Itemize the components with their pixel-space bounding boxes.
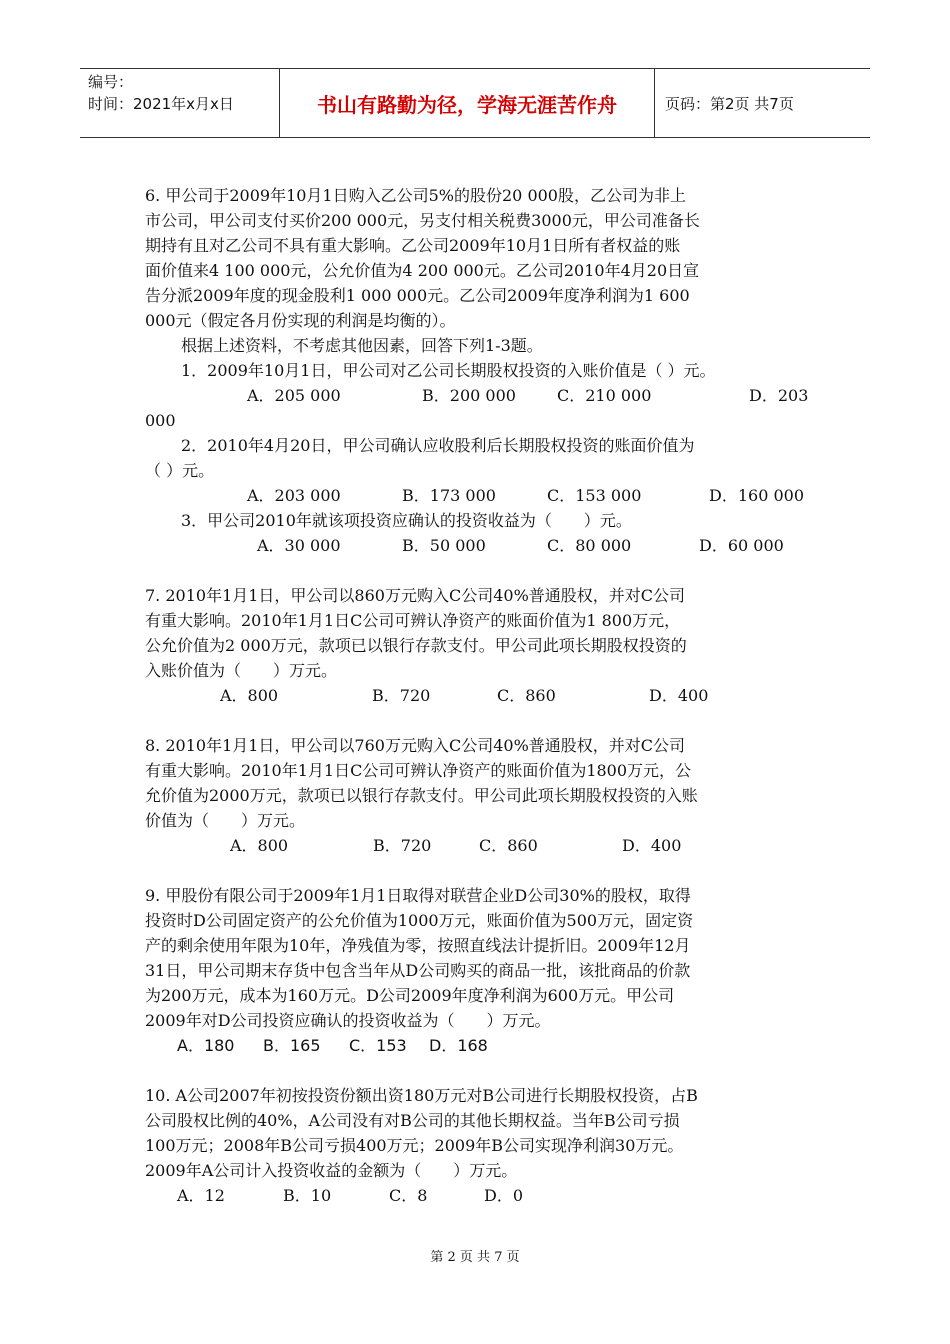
option-b: B．720 [372,686,431,705]
question-6-line: 市公司，甲公司支付买价200 000元，另支付相关税费3000元，甲公司准备长 [145,211,700,230]
question-9-line: 31日，甲公司期末存货中包含当年从D公司购买的商品一批，该批商品的价款 [145,961,691,980]
option-d: D．168 [429,1036,488,1055]
question-7-line: 公允价值为2 000万元，款项已以银行存款支付。甲公司此项长期股权投资的 [145,636,687,655]
option-a: A．180 [177,1036,235,1055]
option-a: A．30 000 [257,536,341,555]
option-b: B．200 000 [422,386,516,405]
question-10-line: 10. A公司2007年初按投资份额出资180万元对B公司进行长期股权投资，占B [145,1086,698,1105]
question-6-line: 000元（假定各月份实现的利润是均衡的）。 [145,311,456,330]
question-7-line: 7. 2010年1月1日，甲公司以860万元购入C公司40%普通股权，并对C公司 [145,586,686,605]
question-7 [145,583,815,708]
option-a: A．12 [177,1186,225,1205]
question-8-line: 价值为（ ）万元。 [145,811,306,830]
sub-question-2-continued: （ ）元。 [145,461,215,480]
question-8-options [145,833,815,858]
header-meta [80,69,280,137]
sub-question-1-option-continued: 000 [145,411,176,430]
question-6-line: 告分派2009年度的现金股利1 000 000元。乙公司2009年度净利润为1 600 [145,286,690,305]
document-body [145,183,815,1233]
question-6 [145,183,815,558]
question-7-line: 有重大影响。2010年1月1日C公司可辨认净资产的账面价值为1 800万元， [145,611,681,630]
question-8-line: 8. 2010年1月1日，甲公司以760万元购入C公司40%普通股权，并对C公司 [145,736,686,755]
question-6-line: 期持有且对乙公司不具有重大影响。乙公司2009年10月1日所有者权益的账 [145,236,681,255]
question-6-line: 6. 甲公司于2009年10月1日购入乙公司5%的股份20 000股，乙公司为非上 [145,186,686,205]
question-9-line: 9. 甲股份有限公司于2009年1月1日取得对联营企业D公司30%的股权，取得 [145,886,691,905]
sub-question-1: 1．2009年10月1日，甲公司对乙公司长期股权投资的入账价值是（ ）元。 [181,361,716,380]
page-footer: 第 2 页 共 7 页 [430,1250,520,1265]
question-10 [145,1083,815,1208]
question-10-line: 公司股权比例的40%，A公司没有对B公司的其他长期权益。当年B公司亏损 [145,1111,680,1130]
header-motto: 书山有路勤为径，学海无涯苦作舟 [280,69,655,137]
question-9-line: 2009年对D公司投资应确认的投资收益为（ ）万元。 [145,1011,551,1030]
question-9 [145,883,815,1058]
option-d: D．160 000 [709,486,804,505]
question-7-options [145,683,815,708]
option-b: B．173 000 [402,486,496,505]
question-7-line: 入账价值为（ ）万元。 [145,661,338,680]
option-b: B．50 000 [402,536,486,555]
question-10-options [145,1183,815,1208]
question-6-instruction: 根据上述资料，不考虑其他因素，回答下列1-3题。 [181,336,543,355]
option-c: C．860 [497,686,556,705]
question-10-line: 100万元；2008年B公司亏损400万元；2009年B公司实现净利润30万元。 [145,1136,684,1155]
option-d: D．0 [484,1186,524,1205]
question-8 [145,733,815,858]
option-c: C．153 [349,1036,407,1055]
option-c: C．210 000 [557,386,652,405]
option-d: D．203 [749,386,809,405]
option-c: C．8 [389,1186,428,1205]
option-d: D．400 [622,836,682,855]
page-header [80,68,870,138]
sub-question-2: 2．2010年4月20日，甲公司确认应收股利后长期股权投资的账面价值为 [181,436,695,455]
question-9-options [145,1033,815,1058]
option-b: B．165 [263,1036,321,1055]
sub-question-3: 3．甲公司2010年就该项投资应确认的投资收益为（ ）元。 [181,511,632,530]
question-6-line: 面价值来4 100 000元，公允价值为4 200 000元。乙公司2010年4月20日宣 [145,261,700,280]
question-9-line: 产的剩余使用年限为10年，净残值为零，按照直线法计提折旧。2009年12月 [145,936,691,955]
question-8-line: 有重大影响。2010年1月1日C公司可辨认净资产的账面价值为1800万元，公 [145,761,692,780]
option-d: D．400 [649,686,709,705]
sub-question-3-options [145,533,815,558]
option-d: D．60 000 [699,536,784,555]
question-9-line: 为200万元，成本为160万元。D公司2009年度净利润为600万元。甲公司 [145,986,675,1005]
header-number-label: 编号： [88,73,134,91]
question-9-line: 投资时D公司固定资产的公允价值为1000万元，账面价值为500万元，固定资 [145,911,694,930]
option-c: C．153 000 [547,486,642,505]
header-page-label: 页码：第2页 共7页 [665,94,794,113]
question-10-line: 2009年A公司计入投资收益的金额为（ ）万元。 [145,1161,518,1180]
option-c: C．860 [479,836,538,855]
option-b: B．720 [373,836,432,855]
option-a: A．800 [220,686,279,705]
option-b: B．10 [283,1186,332,1205]
sub-question-1-options [145,383,815,408]
header-time-label: 时间：2021年x月x日 [88,95,234,113]
question-8-line: 允价值为2000万元，款项已以银行存款支付。甲公司此项长期股权投资的入账 [145,786,698,805]
option-a: A．800 [230,836,289,855]
option-c: C．80 000 [547,536,632,555]
option-a: A．203 000 [247,486,341,505]
sub-question-2-options [145,483,815,508]
option-a: A．205 000 [247,386,341,405]
